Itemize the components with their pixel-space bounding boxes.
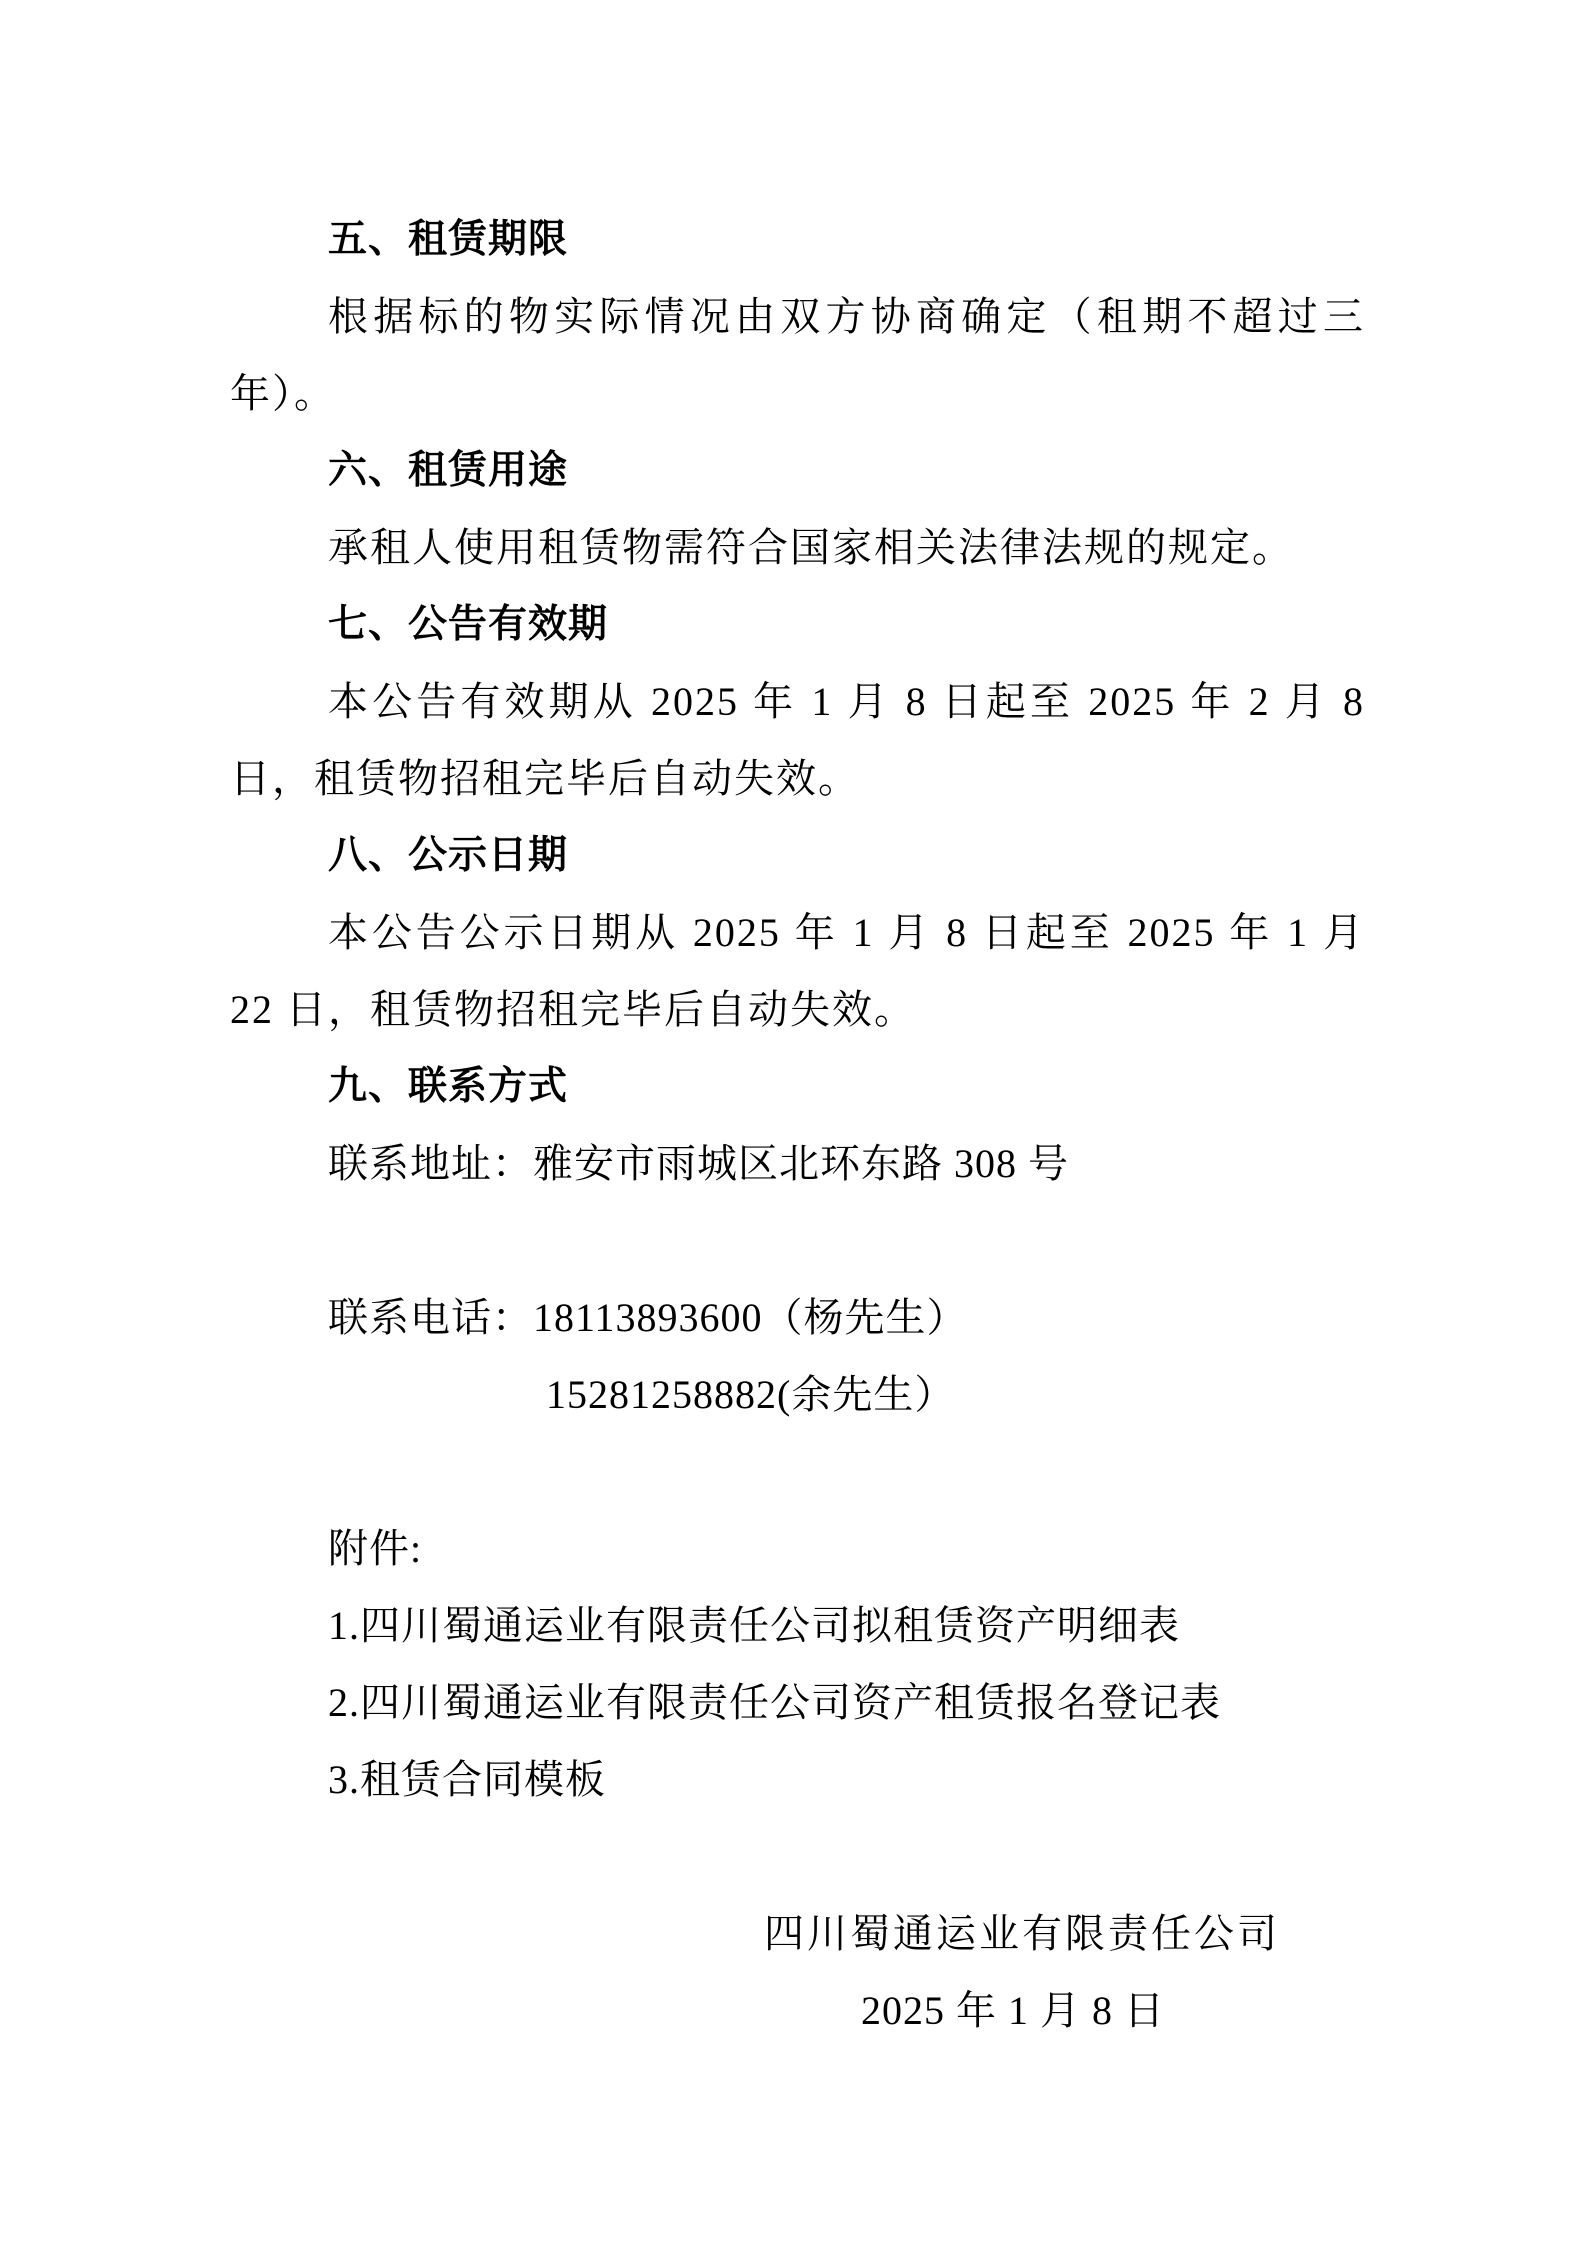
contact-address-line: 联系地址：雅安市雨城区北环东路 308 号 [328,1141,1069,1186]
attachment-item-3: 3.租赁合同模板 [328,1757,606,1802]
signature-company: 四川蜀通运业有限责任公司 [764,1911,1280,1956]
section-9-heading: 九、联系方式 [328,1065,569,1108]
section-7-heading: 七、公告有效期 [328,603,609,646]
signature-date: 2025 年 1 月 8 日 [861,1988,1165,2033]
attachment-item-2: 2.四川蜀通运业有限责任公司资产租赁报名登记表 [328,1680,1221,1725]
attachment-item-1: 1.四川蜀通运业有限责任公司拟租赁资产明细表 [328,1603,1180,1648]
section-5-heading: 五、租赁期限 [328,218,569,261]
section-7-paragraph: 本公告有效期从 2025 年 1 月 8 日起至 2025 年 2 月 8 日，租赁物招租完毕后自动失效。 [230,679,1365,801]
section-8-heading: 八、公示日期 [328,834,569,877]
blank-line [230,1433,1365,1510]
blank-line [230,1202,1365,1279]
section-5-paragraph: 根据标的物实际情况由双方协商确定（租期不超过三年）。 [230,294,1365,416]
attachments-label: 附件: [328,1526,423,1571]
announcement-body [230,201,1365,2049]
contact-phone-line-1: 联系电话：18113893600（杨先生） [328,1295,968,1340]
contact-phone-line-2: 15281258882(余先生） [546,1372,956,1417]
section-8-paragraph: 本公告公示日期从 2025 年 1 月 8 日起至 2025 年 1 月 22 日，租赁物招租完毕后自动失效。 [230,910,1365,1032]
section-6-heading: 六、租赁用途 [328,449,569,492]
blank-line [230,1818,1365,1895]
section-6-paragraph: 承租人使用租赁物需符合国家相关法律法规的规定。 [328,525,1294,570]
